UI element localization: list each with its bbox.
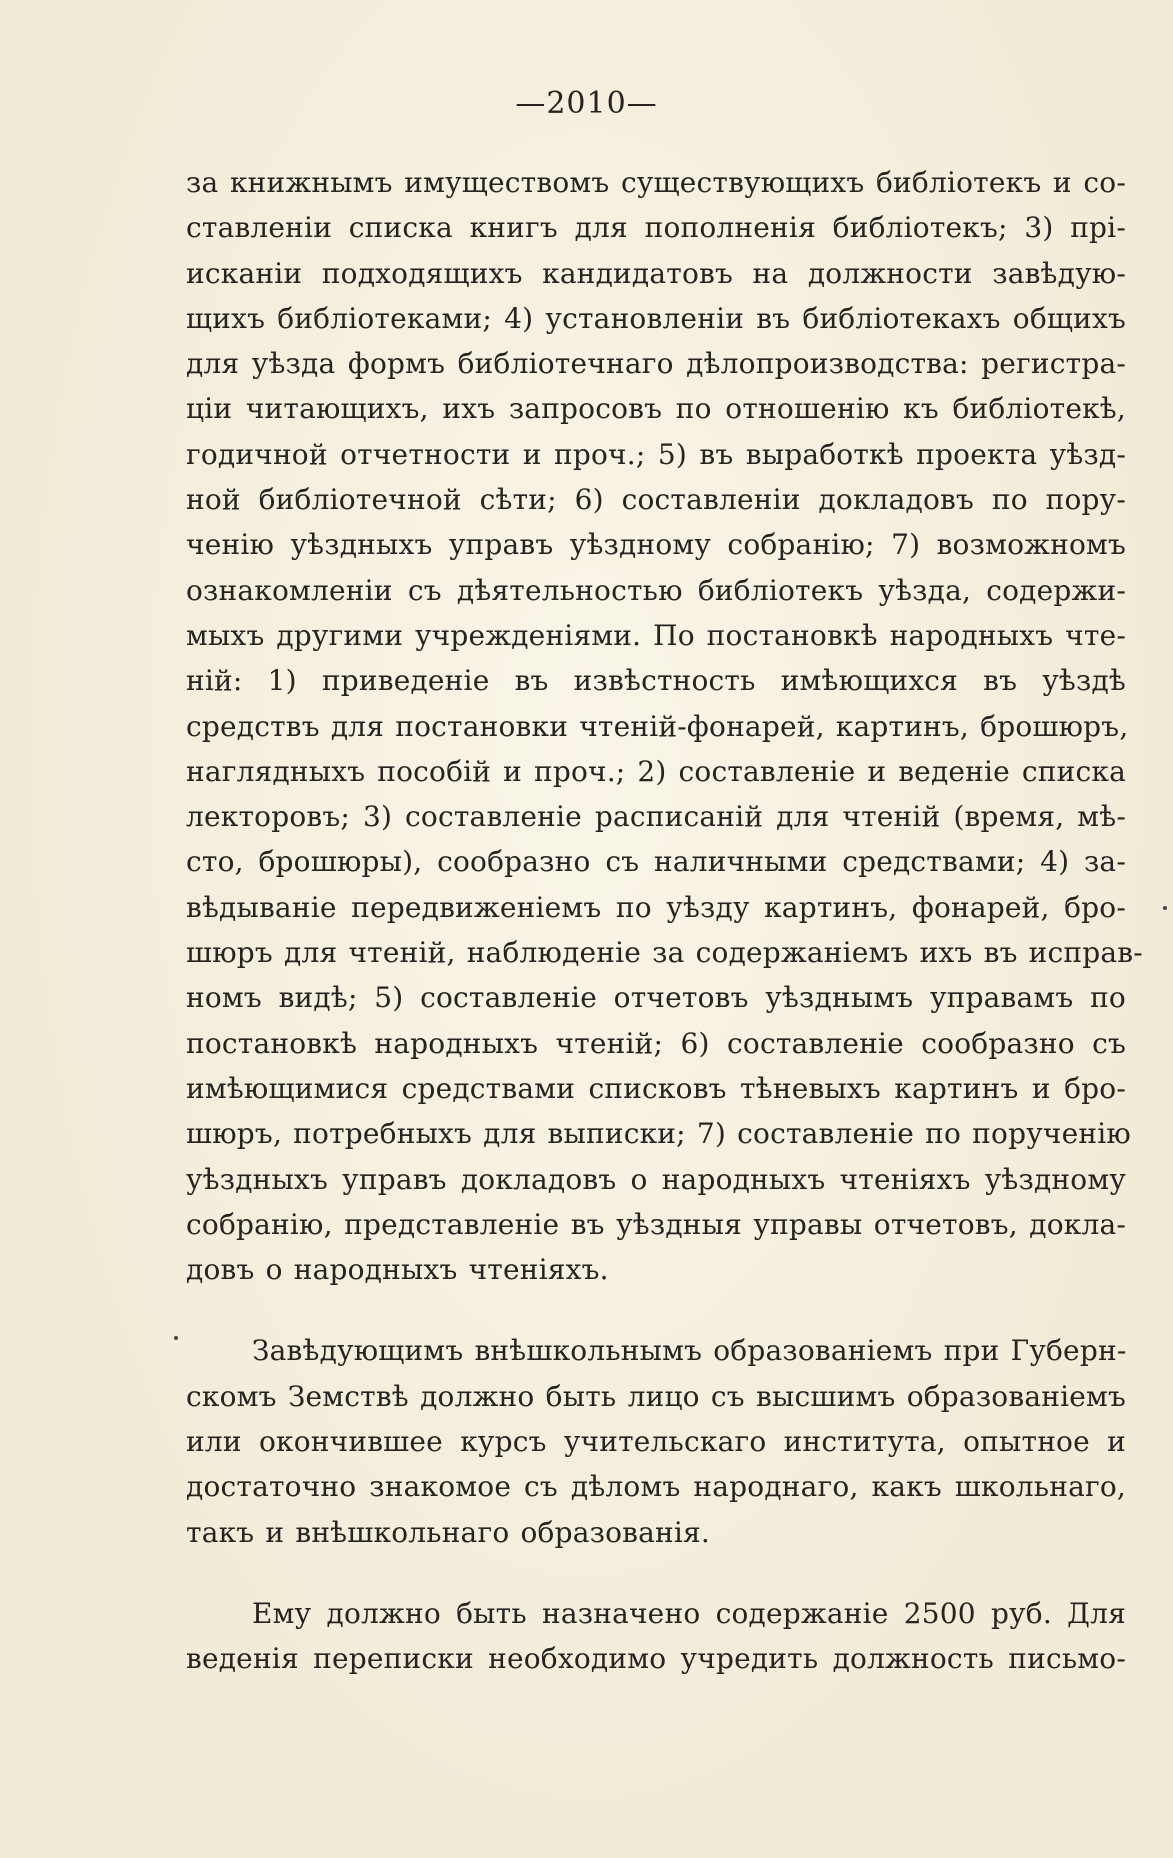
text-line: скомъ Земствѣ должно быть лицо съ высшимъ образованіемъ [186,1379,1126,1413]
text-line: ченію уѣздныхъ управъ уѣздному собранію; 7) возможномъ [186,528,1126,562]
text-line: лекторовъ; 3) составленіе расписаній для чтеній (время, мѣ- [186,800,1126,834]
text-line: ознакомленіи съ дѣятельностью библіотекъ уѣзда, содержи- [186,573,1126,607]
text-line: ставленіи списка книгъ для пополненія библіотекъ; 3) прі- [186,211,1126,245]
text-line: уѣздныхъ управъ докладовъ о народныхъ чтеніяхъ уѣздному [186,1162,1126,1196]
text-line: за книжнымъ имуществомъ существующихъ библіотекъ и со- [186,166,1126,199]
text-line: собранію, представленіе въ уѣздныя управы отчетовъ, докла- [186,1207,1126,1241]
text-line: имѣющимися средствами списковъ тѣневыхъ картинъ и бро- [186,1071,1126,1105]
text-line: средствъ для постановки чтеній-фонарей, картинъ, брошюръ, [186,709,1129,743]
text-line: для уѣзда формъ библіотечнаго дѣлопроизводства: регистра- [186,347,1126,381]
margin-speck [1163,906,1167,910]
text-line: ной библіотечной сѣти; 6) составленіи докладовъ по пору- [186,483,1126,517]
text-line: номъ видѣ; 5) составленіе отчетовъ уѣзднымъ управамъ по [186,981,1126,1015]
body-text [186,160,1143,1682]
text-line: мыхъ другими учрежденіями. По постановкѣ народныхъ чте- [186,618,1126,652]
text-line: довъ о народныхъ чтеніяхъ. [186,1253,609,1287]
text-line: шюръ для чтеній, наблюденіе за содержаніемъ ихъ въ исправ- [186,936,1143,970]
text-line: ній: 1) приведеніе въ извѣстность имѣющихся въ уѣздѣ [186,664,1126,698]
text-line: постановкѣ народныхъ чтеній; 6) составленіе сообразно съ [186,1026,1126,1060]
paragraph-head-qualification [186,1328,1126,1554]
paragraph-salary [186,1591,1126,1682]
text-line: годичной отчетности и проч.; 5) въ выработкѣ проекта уѣзд- [186,437,1126,471]
text-line: наглядныхъ пособій и проч.; 2) составленіе и веденіе списка [186,754,1126,788]
text-line: такъ и внѣшкольнаго образованія. [186,1515,710,1549]
text-line: Ему должно быть назначено содержаніе 2500 руб. Для [252,1596,1126,1630]
page-number: —2010— [515,86,658,121]
paragraph-duties [186,160,1143,1292]
text-line: сто, брошюры), сообразно съ наличными средствами; 4) за- [186,845,1126,879]
text-line: достаточно знакомое съ дѣломъ народнаго, какъ школьнаго, [186,1470,1126,1504]
text-line: ціи читающихъ, ихъ запросовъ по отношенію къ библіотекѣ, [186,392,1126,426]
text-line: щихъ библіотеками; 4) установленіи въ библіотекахъ общихъ [186,301,1126,335]
margin-speck [174,1336,178,1340]
text-line: Завѣдующимъ внѣшкольнымъ образованіемъ при Губерн- [252,1334,1127,1368]
text-line: веденія переписки необходимо учредить должность письмо- [186,1642,1126,1676]
text-line: или окончившее курсъ учительскаго института, опытное и [186,1425,1126,1459]
text-line: исканіи подходящихъ кандидатовъ на должности завѣдую- [186,256,1126,290]
text-line: шюръ, потребныхъ для выписки; 7) составленіе по порученію [186,1117,1131,1151]
text-line: вѣдываніе передвиженіемъ по уѣзду картинъ, фонарей, бро- [186,890,1126,924]
